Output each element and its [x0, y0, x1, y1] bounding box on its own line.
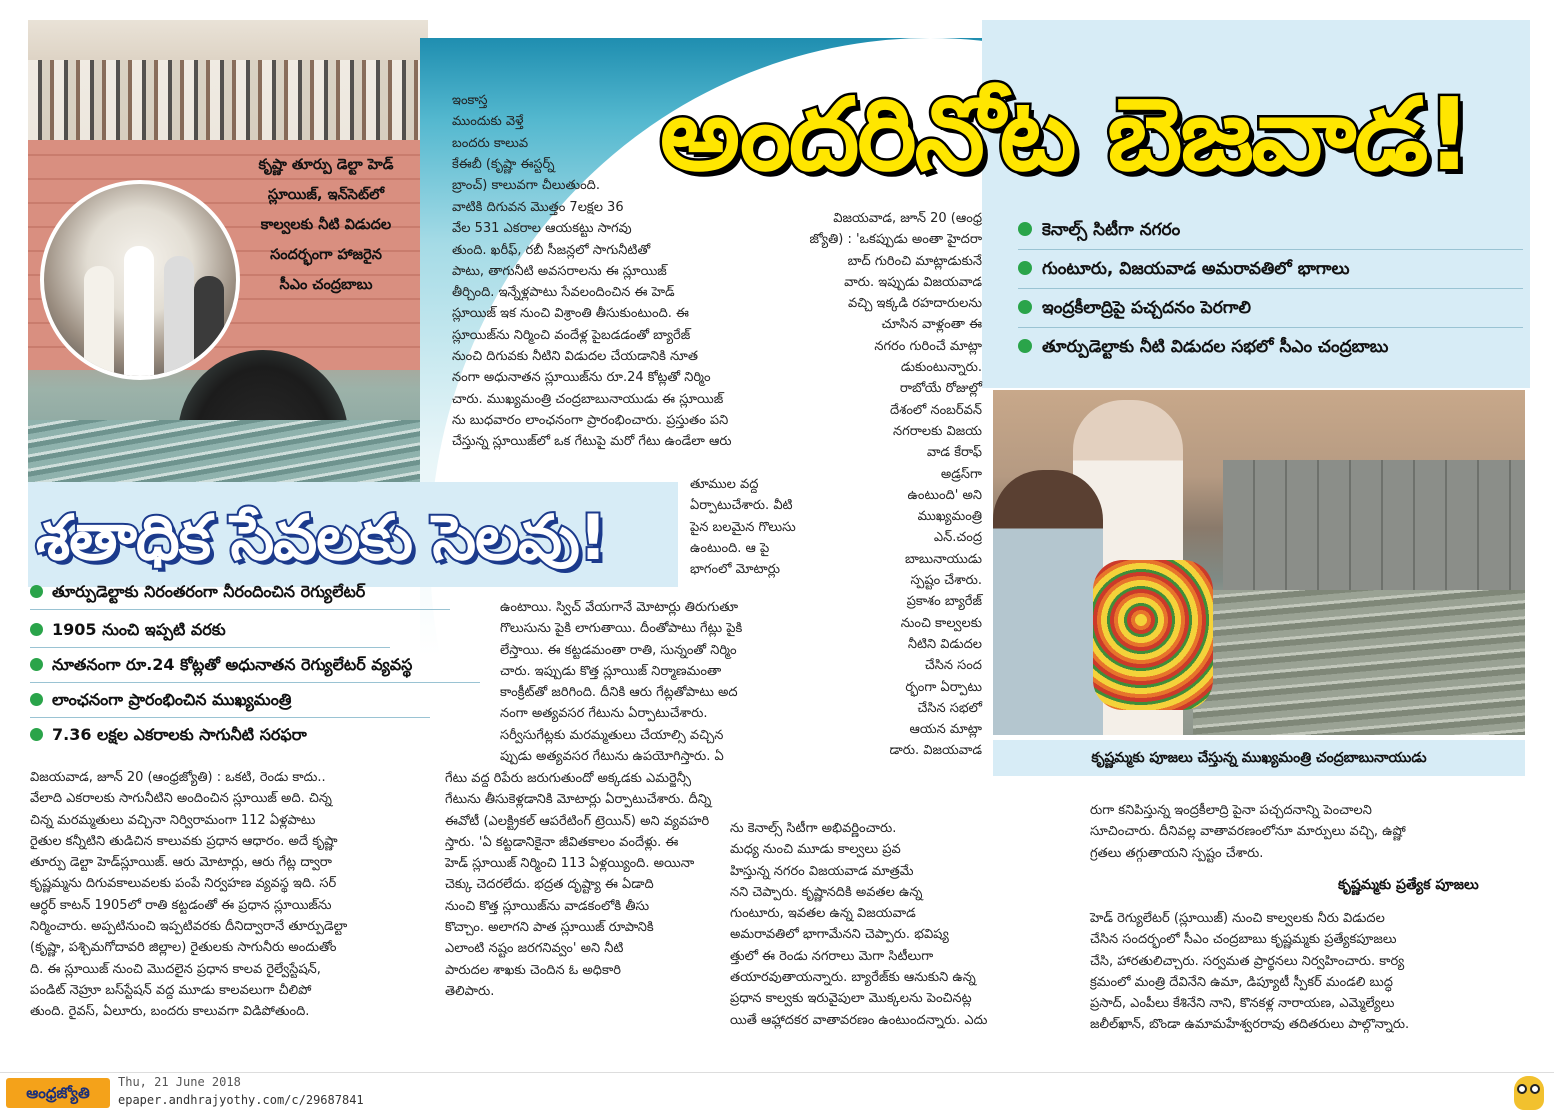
owl-mascot-icon: [1514, 1076, 1544, 1110]
bullet-dot-icon: [1018, 222, 1032, 236]
bullet-dot-icon: [30, 623, 43, 636]
col-far-right-top: రుగా కనిపిస్తున్న ఇంద్రకీలాద్రి పైనా పచ్చదనాన్ని పెంచాలని సూచించారు. దీనివల్ల వాతావరణంలోనూ మార్పులు వచ్చి, ఉష్ణో గ్రతలు తగ్గుతాయని స్పష్టం చేశారు.: [1090, 803, 1406, 861]
dam-wall-image: [1223, 460, 1525, 600]
left-bullet-1: తూర్పుడెల్టాకు నిరంతరంగా నీరందించిన రెగ్యులేటర్: [30, 582, 450, 605]
brand-logo[interactable]: ఆంధ్రజ్యోతి: [6, 1078, 110, 1108]
bullet-dot-icon: [1018, 300, 1032, 314]
col-right-bottom: ను కెనాల్స్ సిటీగా అభివర్ణించారు. మధ్య నుంచి మూడు కాల్వలు ప్రవ హిస్తున్న నగరం విజయవాడ మాత్రమే నని చెప్పారు. కృష్ణానదికి అవతల ఉన్న గుంటూరు, ఇవతల ఉన్న విజయవాడ అమరావతిలో భాగామేనని చెప్పారు. భవిష్య త్తులో ఈ రెండు నగరాలు మెగా సిటీలుగా తయారవుతాయన్నారు. బ్యారేజ్‌కు ఆనుకుని ఉన్న ప్రధాన కాల్వకు ఇరువైపులా మొక్కలను పెంచినట్ల యితే ఆహ్లాదకర వాతావరణం ఉంటుందన్నారు. ఎదు: [730, 821, 988, 1028]
top-bullet-4: తూర్పుడెల్టాకు నీటి విడుదల సభలో సీఎం చంద్రబాబు: [1018, 337, 1523, 361]
photo-top-caption: కృష్ణా తూర్పు డెల్టా హెడ్ స్లూయిజ్, ఇన్‌సెట్‌లో కాల్వలకు నీటి విడుదల సందర్భంగా హాజరైన సీఎం చంద్రబాబు: [258, 157, 394, 293]
left-bullet-4: లాంఛనంగా ప్రారంభించిన ముఖ్యమంత్రి: [30, 690, 430, 713]
bullet-dot-icon: [1018, 261, 1032, 275]
water-image: [28, 420, 428, 482]
section-heading: కృష్ణమ్మకు ప్రత్యేక పూజలు: [1338, 877, 1479, 893]
col-mid-full: వాటికి దిగువన మొత్తం 7లక్షల 36 వేల 531 ఎకరాల ఆయకట్టు సాగవు తుంది. ఖరీఫ్, రబీ సీజన్లలో సాగునీటితో పాటు, తాగునీటి అవసరాలను ఈ స్లూయిజ్ తీర్చింది. ఇన్నేళ్లపాటు సేవలందించిన ఈ హెడ్ స్లూయిజ్ ఇక నుంచి విశ్రాంతి తీసుకుంటుంది. ఈ స్లూయిజ్‌ను నిర్మించి వందేళ్ల పైబడడంతో బ్యారేజ్ నుంచి దిగువకు నీటిని విడుదల చేయడానికి నూత నంగా అధునాతన స్లూయిజ్‌ను రూ.24 కోట్లతో నిర్మిం చారు. ముఖ్యమంత్రి చంద్రబాబునాయుడు ఈ స్లూయిజ్ ను బుధవారం లాంఛనంగా ప్రారంభించారు. ప్రస్తుతం పని చేస్తున్న స్లూయిజ్‌లో ఒక గేటుపై మరో గేటు ఉండేలా ఆరు: [452, 200, 732, 450]
river-water-image: [1193, 590, 1525, 735]
puja-photo: [993, 390, 1525, 735]
left-bullet-3: నూతనంగా రూ.24 కోట్లతో అధునాతన రెగ్యులేటర్ వ్యవస్థ: [30, 655, 480, 678]
bullet-dot-icon: [30, 658, 43, 671]
inset-photo-cm: [40, 180, 240, 380]
subheadline: శతాధిక సేవలకు సెలవు!: [36, 501, 607, 574]
official-figure-image: [993, 470, 1103, 735]
col-mid-bottom-a: ఉంటాయి. స్విచ్ వేయగానే మోటార్లు తిరుగుతూ గొలుసును పైకి లాగుతాయి. దీంతోపాటు గేట్లు పైకి లేస్తాయి. ఈ కట్టడమంతా రాతి, సున్నంతో నిర్మిం చారు. ఇప్పుడు కొత్త స్లూయిజ్ నిర్మాణమంతా కాంక్రీట్‌తో జరిగింది. దీనికి ఆరు గేట్లతోపాటు అద నంగా అత్యవసర గేటును ఏర్పాటుచేశారు. సర్వీసుగేట్లకు మరమ్మతులు చేయాల్సి వచ్చిన ప్పుడు అత్యవసర గేటును ఉపయోగిస్తారు. ఏ: [500, 600, 743, 765]
top-bullet-2: గుంటూరు, విజయవాడ అమరావతిలో భాగాలు: [1018, 259, 1523, 283]
bullet-dot-icon: [30, 585, 43, 598]
top-bullet-3: ఇంద్రకీలాద్రిపై పచ్చదనం పెరగాలి: [1018, 298, 1523, 322]
left-bullet-2: 1905 నుంచి ఇప్పటి వరకు: [30, 620, 390, 643]
photo-right-caption: కృష్ణమ్మకు పూజలు చేస్తున్న ముఖ్యమంత్రి చంద్రబాబునాయుడు: [993, 740, 1525, 776]
col-mid-short: ఇంకాస్త ముందుకు వెళ్తే బందరు కాలువ కేఈబీ (కృష్ణా ఈస్టర్న్ బ్రాంచ్) కాలువగా చీలుతుంది.: [452, 93, 600, 194]
edition-date: Thu, 21 June 2018: [118, 1075, 241, 1089]
bullet-dot-icon: [1018, 339, 1032, 353]
col-mid-bottom-b: గేటు వద్ద రిపేరు జరుగుతుందో అక్కడకు ఎమర్జెన్సీ గేటును తీసుకెళ్లడానికి మోటార్లు ఏర్పాటుచేశారు. దీన్ని ఈవోటీ (ఎలక్ట్రికల్ ఆపరేటింగ్ ట్రెయిన్) అని వ్యవహరి స్తారు. 'ఏ కట్టడానికైనా జీవితకాలం వందేళ్లు. ఈ హెడ్ స్లూయిజ్ నిర్మించి 113 ఏళ్లయ్యింది. అయినా చెక్కు చెదరలేదు. భద్రత దృష్ట్యా ఈ ఏడాది నుంచి కొత్త స్లూయిజ్‌ను వాడకంలోకి తీసు కొచ్చాం. అలాగని పాత స్లూయిజ్ రూపానికి ఎలాంటి నష్టం జరగనివ్వం' అని నీటి పారుదల శాఖకు చెందిన ఓ అధికారి తెలిపారు.: [445, 771, 712, 999]
crowd-image: [28, 60, 428, 140]
col-left: విజయవాడ, జూన్ 20 (ఆంధ్రజ్యోతి) : ఒకటి, రెండు కాదు.. వేలాది ఎకరాలకు సాగునీటిని అందించిన స్లూయిజ్ అది. చిన్న చిన్న మరమ్మతులు వచ్చినా నిర్విరామంగా 112 ఏళ్లపాటు రైతుల కన్నీటిని తుడిచిన కాలువకు ప్రధాన ఆధారం. అదే కృష్ణా తూర్పు డెల్టా హెడ్‌స్లూయిజ్. ఆరు మోటార్లు, ఆరు గేట్ల ద్వారా కృష్ణమ్మను దిగువకాలువలకు పంపే నిర్వహణ వ్యవస్థ ఇది. సర్ ఆర్ధర్ కాటన్ 1905లో రాతి కట్టడంతో ఈ ప్రధాన స్లూయిజ్‌ను నిర్మించారు. అప్పటినుంచి ఇప్పటివరకు దీనిద్వారానే తూర్పుడెల్టా (కృష్ణా, పశ్చిమగోదావరి జిల్లాల) రైతులకు సాగునీరు అందుతోం ది. ఈ స్లూయిజ్ నుంచి మొదలైన ప్రధాన కాలవ రైల్వేస్టేషన్, పండిట్ నెహ్రూ బస్‌స్టేషన్ వద్ద మూడు కాలవలుగా చీలిపో తుంది. రైవస్, ఏలూరు, బందరు కాలువగా విడిపోతుంది.: [30, 770, 348, 1020]
col-right-narrow: విజయవాడ, జూన్ 20 (ఆంధ్ర జ్యోతి) : 'ఒకప్పుడు అంతా హైదరా బాద్ గురించి మాట్లాడుకునే వారు. ఇప్పుడు విజయవాడ వచ్చి ఇక్కడి రహదారులను చూసిన వాళ్లంతా ఈ నగరం గురించే మాట్లా డుకుంటున్నారు. రాబోయే రోజుల్లో దేశంలో నంబర్‌వన్ నగరాలకు విజయ వాడ కేరాఫ్ అడ్రస్‌గా ఉంటుంది' అని ముఖ్యమంత్రి ఎన్.చంద్ర బాబునాయుడు స్పష్టం చేశారు. ప్రకాశం బ్యారేజ్ నుంచి కాల్వలకు నీటిని విడుదల చేసిన సంద ర్భంగా ఏర్పాటు చేసిన సభలో ఆయన మాట్లా డారు. విజయవాడ: [809, 211, 982, 759]
col-mid-curve: తూముల వద్ద ఏర్పాటుచేశారు. వీటి పైన బలమైన గొలుసు ఉంటుంది. ఆ పై భాగంలో మోటార్లు: [690, 477, 796, 578]
top-bullet-1: కెనాల్స్ సిటీగా నగరం: [1018, 220, 1523, 244]
headline: అందరినోట బెజవాడ!: [660, 76, 1470, 193]
flowers-image: [1093, 560, 1213, 710]
bullet-dot-icon: [30, 728, 43, 741]
bullet-dot-icon: [30, 693, 43, 706]
col-far-right-bottom: హెడ్ రెగ్యులేటర్ (స్లూయిజ్) నుంచి కాల్వలకు నీరు విడుదల చేసిన సందర్భంలో సీఎం చంద్రబాబు కృష్ణమ్మకు ప్రత్యేకపూజలు చేసి, హారతులిచ్చారు. సర్వమత ప్రార్థనలు నిర్వహించారు. కార్య క్రమంలో మంత్రి దేవినేని ఉమా, డిప్యూటీ స్పీకర్ మండలి బుద్ధ ప్రసాద్, ఎంపీలు కేశినేని నాని, కొనకళ్ల నారాయణ, ఎమ్మెల్యేలు జలీల్‌ఖాన్, బొండా ఉమామహేశ్వరరావు తదితరులు పాల్గొన్నారు.: [1090, 911, 1410, 1033]
epaper-link[interactable]: epaper.andhrajyothy.com/c/29687841: [118, 1093, 364, 1107]
left-bullet-5: 7.36 లక్షల ఎకరాలకు సాగునీటి సరఫరా: [30, 725, 430, 748]
